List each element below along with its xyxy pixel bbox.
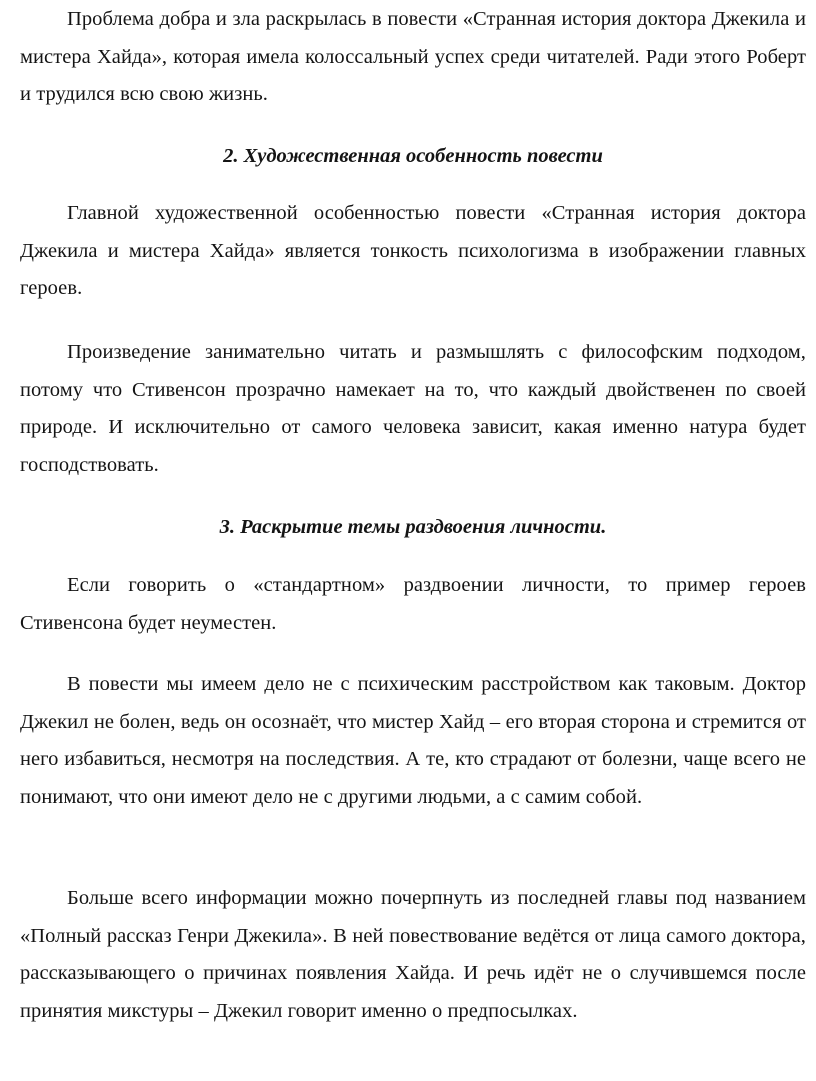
paragraph-standard-split-personality: Если говорить о «стандартном» раздвоении личности, то пример героев Стивенсона будет неуместен. — [20, 574, 806, 634]
paragraph-main-artistic-feature: Главной художественной особенностью повести «Странная история доктора Джекила и мистера Хайда» является тонкость психологизма в изображении главных героев. — [20, 202, 806, 299]
paragraph-good-and-evil: Проблема добра и зла раскрылась в повести «Странная история доктора Джекила и мистера Хайда», которая имела колоссальный успех среди читателей. Ради этого Роберт и трудился всю свою жизнь. — [20, 8, 806, 105]
section-heading-split-personality: 3. Раскрытие темы раздвоения личности. — [219, 516, 607, 538]
paragraph-philosophical-reading: Произведение занимательно читать и размышлять с философским подходом, потому что Стивенсон прозрачно намекает на то, что каждый двойственен по своей природе. И исключительно от самого человека зависит, какая именно натура будет господствовать. — [20, 341, 806, 476]
paragraph-last-chapter: Больше всего информации можно почерпнуть из последней главы под названием «Полный рассказ Генри Джекила». В ней повествование ведётся от лица самого доктора, рассказывающего о причинах появления Хайда. И речь идёт не о случившемся после принятия микстуры – Джекил говорит именно о предпосылках. — [20, 887, 806, 1022]
section-heading-artistic-feature: 2. Художественная особенность повести — [223, 145, 603, 167]
paragraph-not-mental-disorder: В повести мы имеем дело не с психическим расстройством как таковым. Доктор Джекил не болен, ведь он осознаёт, что мистер Хайд – его вторая сторона и стремится от него избавиться, несмотря на последствия. А те, кто страдают от болезни, чаще всего не понимают, что они имеют дело не с другими людьми, а с самим собой. — [20, 673, 806, 808]
